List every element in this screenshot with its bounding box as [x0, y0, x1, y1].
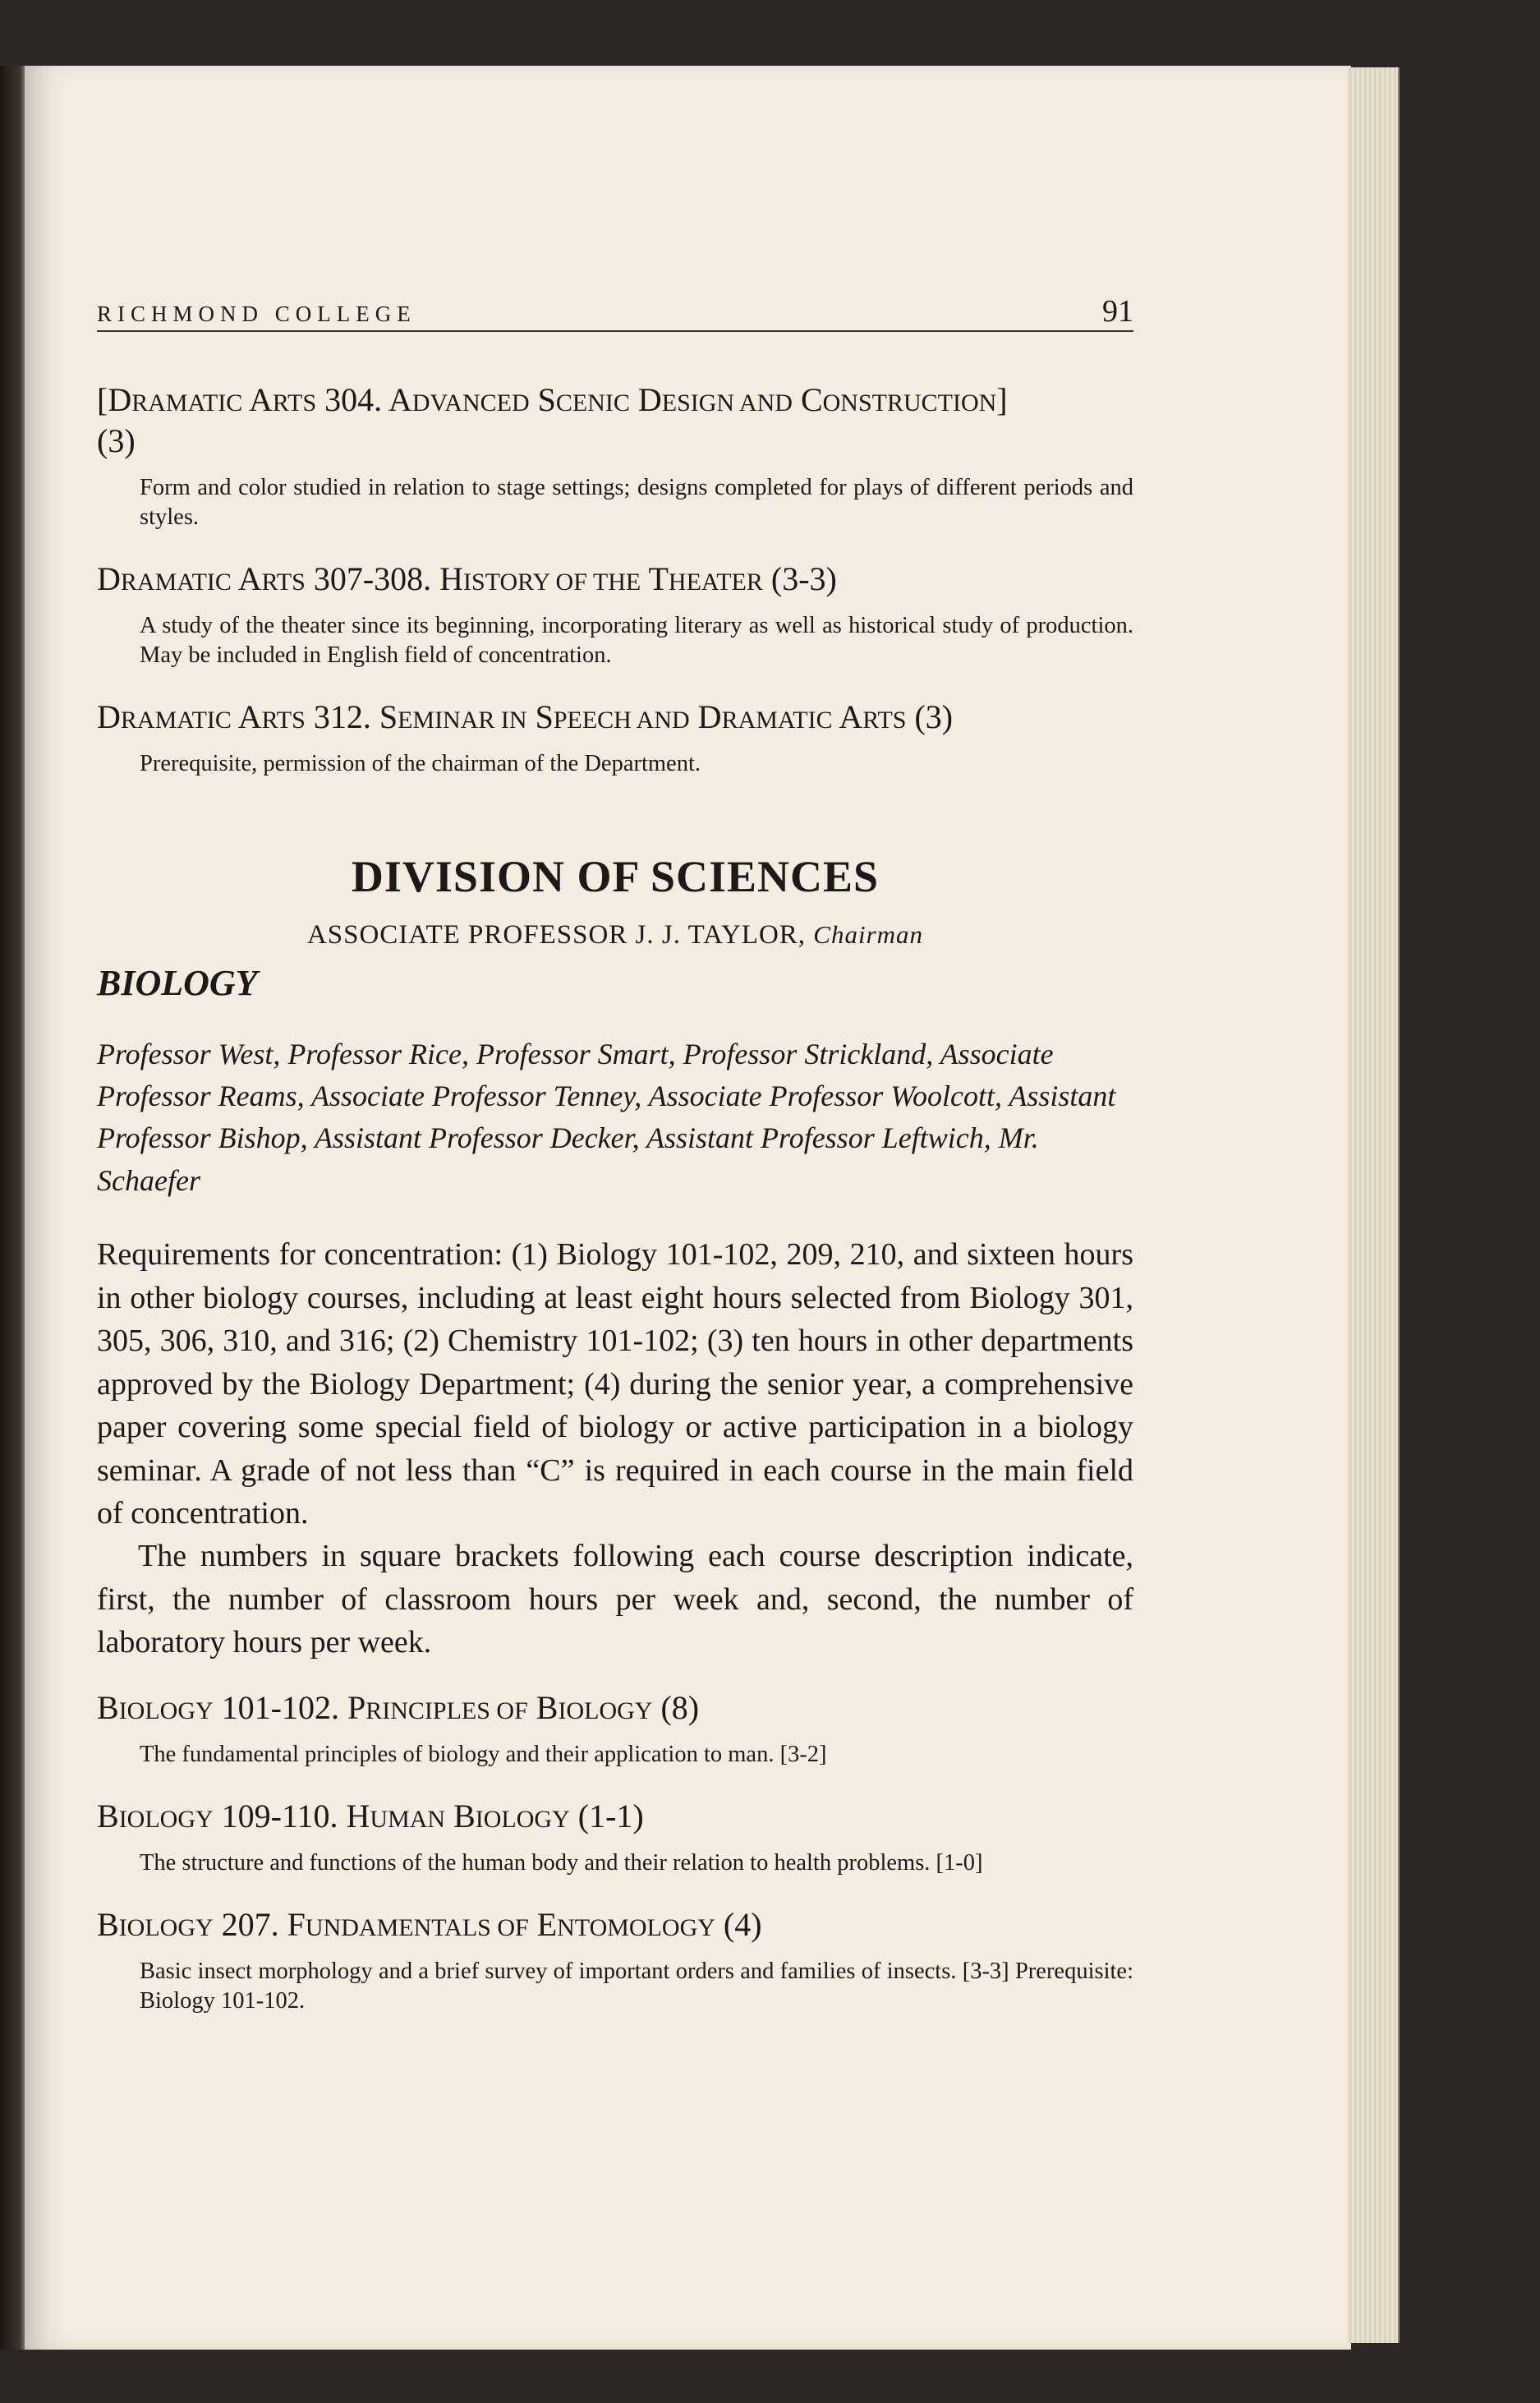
chair-role: Chairman — [813, 919, 924, 949]
course-description: The fundamental principles of biology and their application to man. [3-2] — [140, 1741, 827, 1767]
page-content — [97, 296, 1133, 2042]
course-heading: [DRAMATIC ARTS 304. ADVANCED SCENIC DESIGN AND CONSTRUCTION] (3) — [97, 381, 1008, 459]
course-description: A study of the theater since its beginning, incorporating literary as well as historical study of production. May be included in English field of concentration. — [140, 612, 1133, 668]
concentration-requirements: Requirements for concentration: (1) Biology 101-102, 209, 210, and sixteen hours in other biology courses, including at least eight hours selected from Biology 301, 305, 306, 310, and 316; (2) Chemistry 101-102; (3) ten hours in other departments approved by the Biology Department; (4) during the senior year, a comprehensive paper covering some special field of biology or active participation in a biology seminar. A grade of not less than “C” is required in each course in the main field of concentration. — [97, 1237, 1133, 1531]
course-biology-101-102 — [97, 1687, 1133, 1770]
course-description: Prerequisite, permission of the chairman of the Department. — [140, 750, 701, 776]
course-heading: BIOLOGY 207. FUNDAMENTALS OF ENTOMOLOGY (4) — [97, 1905, 762, 1943]
division-title: DIVISION OF SCIENCES — [351, 851, 880, 901]
course-dramatic-arts-304 — [97, 380, 1133, 532]
page-edges — [1347, 67, 1400, 2343]
department-title: BIOLOGY — [97, 962, 258, 1003]
page-number: 91 — [1102, 294, 1133, 329]
course-credits: (3) — [97, 422, 136, 459]
course-heading: BIOLOGY 101-102. PRINCIPLES OF BIOLOGY (8) — [97, 1688, 700, 1726]
course-heading: BIOLOGY 109-110. HUMAN BIOLOGY (1-1) — [97, 1797, 644, 1834]
running-head-title: RICHMOND COLLEGE — [97, 302, 416, 326]
course-dramatic-arts-312 — [97, 697, 1133, 779]
course-description: The structure and functions of the human body and their relation to health problems. [1-0] — [140, 1849, 983, 1876]
course-description: Form and color studied in relation to stage settings; designs completed for plays of different periods and styles. — [140, 475, 1133, 530]
course-biology-207 — [97, 1904, 1133, 2016]
course-description: Basic insect morphology and a brief survey of important orders and families of insects. [3-3] Prerequisite: Biology 101-102. — [140, 1958, 1133, 2014]
hours-note: The numbers in square brackets following each course description indicate, first, the number of classroom hours per week and, second, the number of laboratory hours per week. — [97, 1539, 1133, 1660]
spacer — [97, 1664, 1133, 1687]
division-chair: ASSOCIATE PROFESSOR J. J. TAYLOR, Chairman — [306, 919, 924, 950]
course-heading: DRAMATIC ARTS 312. SEMINAR IN SPEECH AND DRAMATIC ARTS (3) — [97, 697, 954, 735]
course-dramatic-arts-307-308 — [97, 559, 1133, 670]
course-heading: DRAMATIC ARTS 307-308. HISTORY OF THE THEATER (3-3) — [97, 559, 837, 597]
faculty-list: Professor West, Professor Rice, Professor Smart, Professor Strickland, Associate Professor Reams, Associate Professor Tenney, Associate Professor Woolcott, Assistant Professor Bishop, Assistant Professor Decker, Assistant Professor Leftwich, Mr. Schaefer — [97, 1037, 1116, 1197]
running-head — [97, 296, 1133, 332]
course-biology-109-110 — [97, 1796, 1133, 1878]
